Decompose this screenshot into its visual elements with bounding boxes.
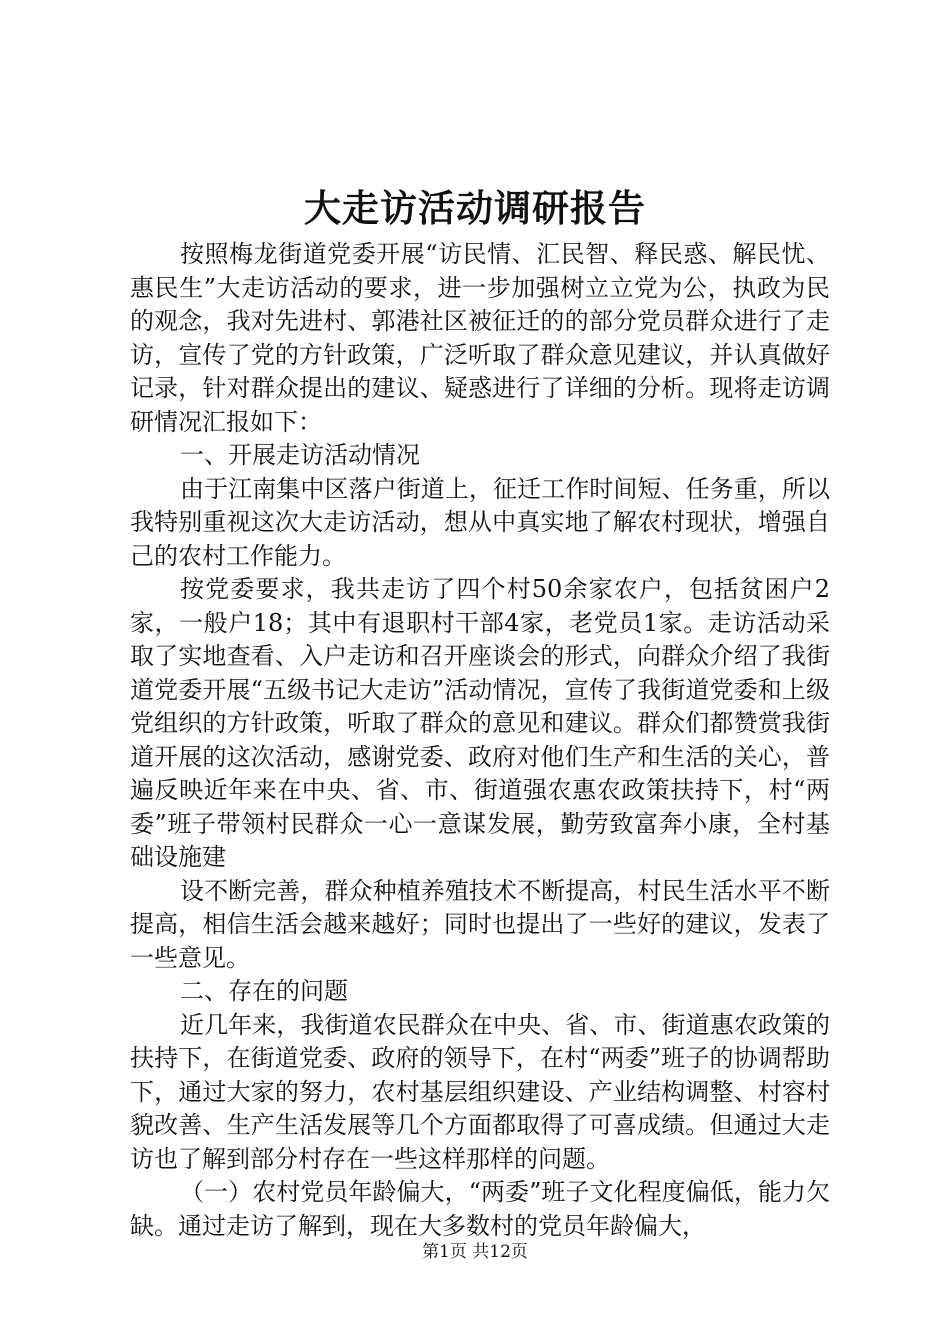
body-paragraph: 设不断完善，群众种植养殖技术不断提高，村民生活水平不断提高，相信生活会越来越好；同时也提出了一些好的建议，发表了一些意见。	[130, 876, 830, 972]
page-footer: 第1页 共12页	[422, 1242, 528, 1262]
section-heading-2: 二、存在的问题	[180, 977, 348, 1005]
body-paragraph: 由于江南集中区落户街道上，征迁工作时间短、任务重，所以我特别重视这次大走访活动，想从中真实地了解农村现状，增强自己的农村工作能力。	[130, 474, 830, 570]
section-heading-1: 一、开展走访活动情况	[180, 441, 420, 469]
intro-paragraph: 按照梅龙街道党委开展“访民情、汇民智、释民惑、解民忧、惠民生”大走访活动的要求，进一步加强树立立党为公，执政为民的观念，我对先进村、郭港社区被征迁的的部分党员群众进行了走访，宣传了党的方针政策，广泛听取了群众意见建议，并认真做好记录，针对群众提出的建议、疑惑进行了详细的分析。现将走访调研情况汇报如下：	[130, 240, 830, 436]
body-paragraph: 近几年来，我街道农民群众在中央、省、市、街道惠农政策的扶持下，在街道党委、政府的领导下，在村“两委”班子的协调帮助下，通过大家的努力，农村基层组织建设、产业结构调整、村容村貌改善、生产生活发展等几个方面都取得了可喜成绩。但通过大走访也了解到部分村存在一些这样那样的问题。	[130, 1010, 830, 1173]
body-paragraph: 按党委要求，我共走访了四个村50余家农户，包括贫困户2家，一般户18；其中有退职村干部4家，老党员1家。走访活动采取了实地查看、入户走访和召开座谈会的形式，向群众介绍了我街道党委开展“五级书记大走访”活动情况，宣传了我街道党委和上级党组织的方针政策，听取了群众的意见和建议。群众们都赞赏我街道开展的这次活动，感谢党委、政府对他们生产和生活的关心，普遍反映近年来在中央、省、市、街道强农惠农政策扶持下，村“两委”班子带领村民群众一心一意谋发展，勤劳致富奔小康，全村基础设施建	[130, 575, 830, 871]
body-paragraph: （一）农村党员年龄偏大，“两委”班子文化程度偏低，能力欠缺。通过走访了解到，现在大多数村的党员年龄偏大，	[130, 1178, 830, 1240]
document-body	[130, 238, 830, 1243]
document-title: 大走访活动调研报告	[304, 186, 646, 230]
